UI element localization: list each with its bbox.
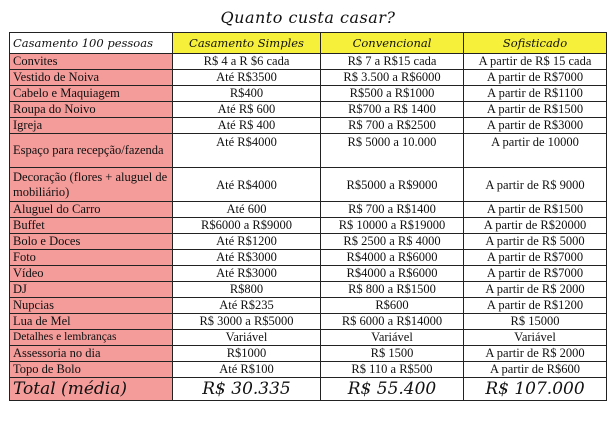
cell-sofisticado: A partir de R$7000 (464, 70, 607, 86)
cell-convencional: R$4000 a R$6000 (321, 250, 464, 266)
table-row (10, 362, 607, 378)
cell-sofisticado: A partir de R$ 9000 (464, 168, 607, 202)
row-label: Vestido de Noiva (10, 70, 173, 86)
row-label: Bolo e Doces (10, 234, 173, 250)
table-row (10, 118, 607, 134)
table-row (10, 250, 607, 266)
row-label: Igreja (10, 118, 173, 134)
cell-simples: Até R$3000 (173, 266, 321, 282)
cell-sofisticado: Variável (464, 330, 607, 346)
row-label: Roupa do Noivo (10, 102, 173, 118)
cell-sofisticado: A partir de R$ 15 cada (464, 54, 607, 70)
cell-simples: Até R$4000 (173, 168, 321, 202)
table-row (10, 70, 607, 86)
header-convencional: Convencional (321, 33, 464, 54)
cell-convencional: R$ 7 a R$15 cada (321, 54, 464, 70)
table-row (10, 202, 607, 218)
total-simples: R$ 30.335 (173, 378, 321, 401)
cell-convencional: Variável (321, 330, 464, 346)
cell-sofisticado: A partir de R$1500 (464, 102, 607, 118)
row-label: Vídeo (10, 266, 173, 282)
cell-convencional: R$ 6000 a R$14000 (321, 314, 464, 330)
cell-sofisticado: A partir de R$ 5000 (464, 234, 607, 250)
header-category: Casamento 100 pessoas (10, 33, 173, 54)
total-convencional: R$ 55.400 (321, 378, 464, 401)
cell-simples: Até R$4000 (173, 134, 321, 168)
row-label: Aluguel do Carro (10, 202, 173, 218)
header-sofisticado: Sofisticado (464, 33, 607, 54)
cell-simples: Até R$1200 (173, 234, 321, 250)
cell-sofisticado: A partir de R$1500 (464, 202, 607, 218)
table-row (10, 346, 607, 362)
row-label: Topo de Bolo (10, 362, 173, 378)
row-label: DJ (10, 282, 173, 298)
total-sofisticado: R$ 107.000 (464, 378, 607, 401)
cell-sofisticado: A partir de R$600 (464, 362, 607, 378)
cell-convencional: R$600 (321, 298, 464, 314)
cell-convencional: R$500 a R$1000 (321, 86, 464, 102)
cell-simples: Variável (173, 330, 321, 346)
cell-simples: R$400 (173, 86, 321, 102)
page-title: Quanto custa casar? (220, 8, 396, 27)
table-row (10, 218, 607, 234)
row-label: Nupcias (10, 298, 173, 314)
table-row (10, 102, 607, 118)
header-simples: Casamento Simples (173, 33, 321, 54)
row-label: Lua de Mel (10, 314, 173, 330)
cell-simples: R$6000 a R$9000 (173, 218, 321, 234)
table-row (10, 86, 607, 102)
cell-sofisticado: R$ 15000 (464, 314, 607, 330)
cell-sofisticado: A partir de R$3000 (464, 118, 607, 134)
cell-convencional: R$ 110 a R$500 (321, 362, 464, 378)
cell-simples: Até R$ 400 (173, 118, 321, 134)
cell-simples: Até R$3500 (173, 70, 321, 86)
row-label: Assessoria no dia (10, 346, 173, 362)
cell-simples: R$ 3000 a R$5000 (173, 314, 321, 330)
cell-simples: Até R$3000 (173, 250, 321, 266)
row-label: Detalhes e lembranças (10, 330, 173, 346)
cell-convencional: R$ 700 a R$1400 (321, 202, 464, 218)
row-label: Cabelo e Maquiagem (10, 86, 173, 102)
cell-convencional: R$ 2500 a R$ 4000 (321, 234, 464, 250)
cell-simples: Até R$235 (173, 298, 321, 314)
cell-sofisticado: A partir de R$1100 (464, 86, 607, 102)
table-row (10, 234, 607, 250)
table-row (10, 168, 607, 202)
cell-sofisticado: A partir de 10000 (464, 134, 607, 168)
cell-convencional: R$4000 a R$6000 (321, 266, 464, 282)
cell-convencional: R$ 700 a R$2500 (321, 118, 464, 134)
total-label: Total (média) (10, 378, 173, 401)
row-label: Buffet (10, 218, 173, 234)
cell-sofisticado: A partir de R$ 2000 (464, 346, 607, 362)
row-label: Convites (10, 54, 173, 70)
table-row (10, 330, 607, 346)
table-row (10, 266, 607, 282)
table-row (10, 134, 607, 168)
row-label: Espaço para recepção/fazenda (10, 134, 173, 168)
cell-sofisticado: A partir de R$1200 (464, 298, 607, 314)
cell-convencional: R$5000 a R$9000 (321, 168, 464, 202)
cell-convencional: R$ 800 a R$1500 (321, 282, 464, 298)
cell-simples: Até R$ 600 (173, 102, 321, 118)
cell-simples: R$800 (173, 282, 321, 298)
row-label: Decoração (flores + aluguel de mobiliário) (10, 168, 173, 202)
table-row (10, 54, 607, 70)
row-label: Foto (10, 250, 173, 266)
cell-simples: Até R$100 (173, 362, 321, 378)
cell-sofisticado: A partir de R$20000 (464, 218, 607, 234)
cell-sofisticado: A partir de R$7000 (464, 250, 607, 266)
total-row (10, 378, 607, 401)
cell-simples: Até 600 (173, 202, 321, 218)
cell-sofisticado: A partir de R$ 2000 (464, 282, 607, 298)
table-row (10, 314, 607, 330)
table-row (10, 298, 607, 314)
cell-simples: R$1000 (173, 346, 321, 362)
cell-convencional: R$700 a R$ 1400 (321, 102, 464, 118)
cell-simples: R$ 4 a R $6 cada (173, 54, 321, 70)
table-row (10, 282, 607, 298)
cell-convencional: R$ 3.500 a R$6000 (321, 70, 464, 86)
cell-convencional: R$ 1500 (321, 346, 464, 362)
cell-convencional: R$ 5000 a 10.000 (321, 134, 464, 168)
cost-table (9, 32, 607, 401)
cell-sofisticado: A partir de R$7000 (464, 266, 607, 282)
header-row (10, 33, 607, 54)
cell-convencional: R$ 10000 a R$19000 (321, 218, 464, 234)
